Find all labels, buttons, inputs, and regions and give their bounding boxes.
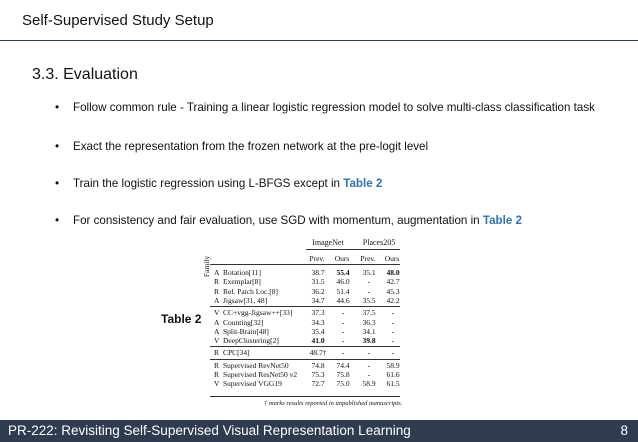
- subheader-prev: Prev.: [309, 254, 325, 263]
- value-cell: 36.3: [362, 317, 376, 327]
- value-cell: 31.5: [311, 277, 325, 287]
- value-cell: 61.6: [386, 370, 400, 379]
- footer-title: PR-222: Revisiting Self-Supervised Visual Representation Learning: [8, 423, 411, 438]
- value-cell: 35.1: [362, 268, 376, 277]
- method-cell: CC+vgg-Jigsaw++[33]: [223, 308, 293, 318]
- value-cell: -: [341, 317, 345, 327]
- value-cell: 34.3: [311, 317, 325, 327]
- family-cell: V: [214, 308, 220, 318]
- value-cell: -: [341, 348, 345, 358]
- family-cell: A: [214, 317, 220, 327]
- bullet-text: Exact the representation from the frozen network at the pre-logit level: [73, 140, 429, 153]
- table-row: [210, 379, 400, 388]
- bullet-glyph: •: [55, 140, 60, 153]
- method-cell: Supervised RevNet50: [223, 360, 289, 370]
- method-cell: Exemplar[8]: [223, 277, 261, 287]
- value-cell: 72.7: [311, 379, 325, 389]
- slide-footer: [0, 420, 638, 442]
- bullet-glyph: •: [55, 177, 60, 190]
- value-cell: 35.4: [311, 326, 325, 336]
- bullet-item: [55, 214, 522, 227]
- table-row: [210, 318, 400, 327]
- family-cell: A: [214, 268, 220, 277]
- subheader-ours: Ours: [384, 254, 400, 263]
- table-row: [210, 308, 400, 317]
- value-cell: 74.4: [336, 360, 350, 370]
- table-caption: Table 2: [161, 312, 202, 326]
- value-cell: 34.7: [311, 295, 325, 305]
- value-cell: 46.0: [336, 277, 350, 287]
- family-cell: R: [214, 277, 220, 287]
- bullet-text: Train the logistic regression using L-BFGS except in: [73, 177, 344, 190]
- bullet-item: [55, 101, 595, 114]
- method-cell: CPC[34]: [223, 348, 250, 358]
- header-divider: [0, 40, 638, 41]
- group-header-imagenet: ImageNet: [312, 238, 344, 247]
- value-cell: 44.6: [336, 295, 350, 305]
- header-rule: [210, 264, 400, 265]
- table-row: [210, 370, 400, 379]
- table-row: [210, 327, 400, 336]
- family-cell: R: [214, 360, 220, 370]
- family-cell: A: [214, 326, 220, 336]
- value-cell: -: [391, 308, 395, 318]
- table-row: [210, 268, 400, 277]
- bullet-glyph: •: [55, 214, 60, 227]
- table-reference-link[interactable]: Table 2: [343, 177, 383, 190]
- value-cell: -: [367, 348, 371, 358]
- value-cell: 42.2: [386, 295, 400, 305]
- bottom-rule: [210, 396, 400, 397]
- method-cell: Counting[32]: [223, 317, 264, 327]
- value-cell: 61.5: [386, 379, 400, 389]
- slide-header: [0, 0, 638, 40]
- value-cell: -: [341, 326, 345, 336]
- group-separator: [210, 346, 400, 347]
- family-cell: R: [214, 370, 220, 379]
- subheader-prev: Prev.: [360, 254, 376, 263]
- family-cell: R: [214, 348, 220, 358]
- method-cell: Rotation[11]: [223, 268, 262, 277]
- value-cell: 75.8: [336, 370, 350, 379]
- method-cell: Rel. Patch Loc.[8]: [223, 286, 278, 296]
- value-cell: -: [341, 336, 345, 346]
- table-reference-link[interactable]: Table 2: [482, 214, 522, 227]
- table-row: [210, 277, 400, 286]
- method-cell: Supervised VGG19: [223, 379, 282, 389]
- family-header-text: Family: [202, 255, 212, 278]
- results-table-image: [204, 232, 404, 410]
- family-cell: V: [214, 336, 220, 346]
- group-header-places205: Places205: [362, 238, 396, 247]
- value-cell: 45.3: [386, 286, 400, 296]
- value-cell: -: [367, 286, 371, 296]
- section-title: 3.3. Evaluation: [32, 66, 138, 83]
- bullet-text: Follow common rule - Training a linear logistic regression model to solve multi-class classification task: [73, 101, 595, 114]
- bullet-text: For consistency and fair evaluation, use SGD with momentum, augmentation in: [73, 214, 483, 227]
- table-row: [210, 361, 400, 370]
- value-cell: 58.9: [362, 379, 376, 389]
- value-cell: -: [341, 308, 345, 318]
- value-cell: 55.4: [336, 268, 350, 277]
- value-cell: -: [367, 360, 371, 370]
- method-cell: Jigsaw[31, 48]: [223, 295, 268, 305]
- value-cell: 48.7†: [309, 348, 327, 358]
- value-cell: 38.7: [311, 268, 325, 277]
- table-row: [210, 348, 400, 357]
- value-cell: 58.9: [386, 360, 400, 370]
- page-number: 8: [620, 423, 628, 438]
- family-cell: V: [214, 379, 220, 389]
- value-cell: 37.3: [311, 308, 325, 318]
- value-cell: 37.5: [362, 308, 376, 318]
- value-cell: -: [391, 326, 395, 336]
- method-cell: Split-Brain[48]: [223, 326, 269, 336]
- slide-header-title: Self-Supervised Study Setup: [22, 12, 214, 29]
- table-row: [210, 287, 400, 296]
- table-row: [210, 296, 400, 305]
- method-cell: DeepClustering[2]: [223, 336, 279, 346]
- value-cell: -: [391, 336, 395, 346]
- value-cell: -: [391, 348, 395, 358]
- value-cell: 36.2: [311, 286, 325, 296]
- value-cell: 41.0: [311, 336, 325, 346]
- value-cell: -: [391, 317, 395, 327]
- value-cell: 34.1: [362, 326, 376, 336]
- value-cell: 48.0: [386, 268, 400, 277]
- value-cell: 75.3: [311, 370, 325, 379]
- group-separator: [210, 306, 400, 307]
- value-cell: 39.8: [362, 336, 376, 346]
- value-cell: -: [367, 370, 371, 379]
- bullet-item: [55, 140, 428, 153]
- value-cell: 75.0: [336, 379, 350, 389]
- value-cell: 42.7: [386, 277, 400, 287]
- value-cell: 35.5: [362, 295, 376, 305]
- table-row: [210, 336, 400, 345]
- family-cell: A: [214, 295, 220, 305]
- subheader-ours: Ours: [334, 254, 350, 263]
- family-cell: R: [214, 286, 220, 296]
- value-cell: -: [367, 277, 371, 287]
- table-footnote: † marks results reported in unpublished manuscripts.: [264, 400, 403, 407]
- bullet-glyph: •: [55, 101, 60, 114]
- value-cell: 51.4: [336, 286, 350, 296]
- group-separator: [210, 359, 400, 360]
- group-underline: [306, 249, 400, 250]
- value-cell: 74.8: [311, 360, 325, 370]
- method-cell: Supervised ResNet50 v2: [223, 370, 298, 379]
- bullet-item: [55, 177, 382, 190]
